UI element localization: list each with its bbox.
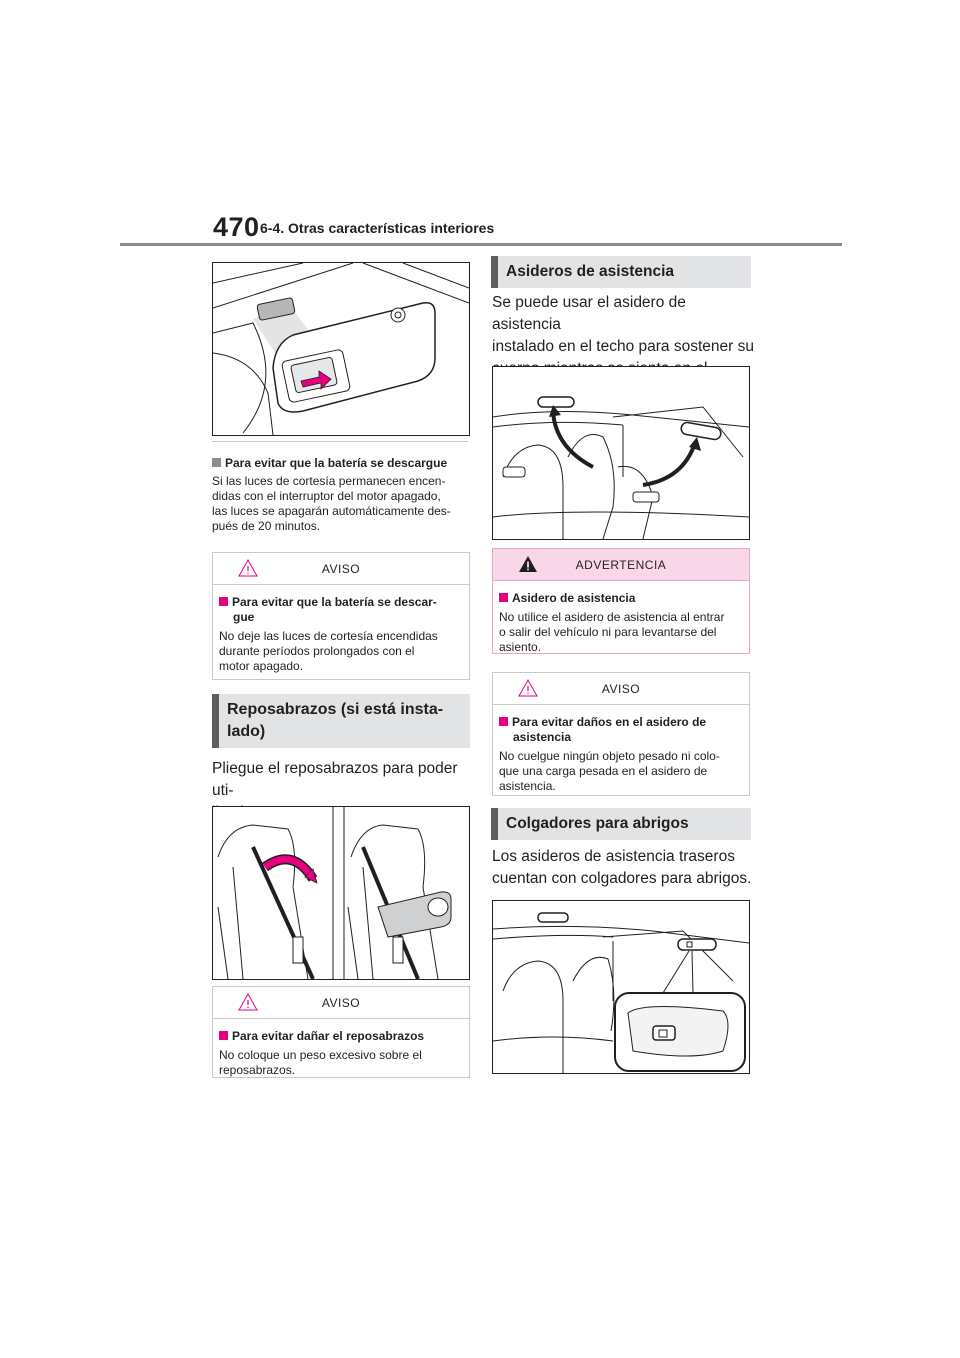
armrest-text: Pliegue el reposabrazos para poder uti- [212, 760, 458, 799]
aviso-header [213, 553, 469, 585]
aviso-label: AVISO [321, 562, 361, 576]
battery-text: Si las luces de cortesía permanecen encen- didas con el interruptor del motor apagado, las luces se apagarán automáticamente des- pués de 20 minutos. [212, 474, 451, 533]
coat-hook-drawing [493, 901, 749, 1073]
page-number: 470 [213, 212, 260, 242]
advertencia-text: No utilice el asidero de asistencia al entrar o salir del vehículo ni para levantarse del asiento. [499, 610, 725, 654]
advertencia-box [492, 548, 750, 654]
aviso-subhead [219, 1029, 463, 1044]
square-bullet-icon [499, 717, 508, 726]
aviso-subhead-text: Para evitar daños en el asidero de asistencia [512, 715, 707, 744]
divider [212, 441, 468, 442]
battery-subhead [212, 456, 470, 471]
aviso-subhead-text: Para evitar dañar el reposabrazos [232, 1029, 425, 1043]
assist-grip-illustration [492, 366, 750, 540]
battery-subhead-text: Para evitar que la batería se descargue [225, 456, 448, 470]
advertencia-subhead-text: Asidero de asistencia [512, 591, 636, 605]
vanity-light-illustration [212, 262, 470, 436]
aviso-text: No coloque un peso excesivo sobre el reposabrazos. [219, 1048, 422, 1077]
aviso-box-grip [492, 672, 750, 796]
square-bullet-icon [219, 1031, 228, 1040]
advertencia-header [493, 549, 749, 581]
coat-hook-illustration [492, 900, 750, 1074]
armrest-illustration [212, 806, 470, 980]
grips-text: Se puede usar el asidero de asistencia instalado en el techo para sostener su [492, 294, 754, 355]
hooks-text: Los asideros de asistencia traseros cuentan con colgadores para abrigos. [492, 848, 752, 887]
advertencia-subhead [499, 591, 743, 606]
square-bullet-icon [219, 597, 228, 606]
hooks-heading: Colgadores para abrigos [491, 808, 751, 840]
advertencia-label: ADVERTENCIA [575, 558, 667, 572]
aviso-subhead-text: Para evitar que la batería se descar- gue [232, 595, 437, 624]
aviso-subhead [499, 715, 743, 745]
grips-heading: Asideros de asistencia [491, 256, 751, 288]
section-title: 6-4. Otras características interiores [260, 220, 495, 236]
header-rule [120, 243, 842, 246]
square-bullet-icon [499, 593, 508, 602]
aviso-header [213, 987, 469, 1019]
assist-grip-drawing [493, 367, 749, 539]
aviso-box-battery [212, 552, 470, 680]
aviso-text: No deje las luces de cortesía encendidas durante períodos prolongados con el motor apagado. [219, 629, 438, 673]
vanity-light-drawing [213, 263, 469, 435]
aviso-box-armrest [212, 986, 470, 1078]
aviso-label: AVISO [321, 996, 361, 1010]
square-bullet-icon [212, 458, 221, 467]
aviso-subhead [219, 595, 463, 625]
aviso-label: AVISO [601, 682, 641, 696]
aviso-text: No cuelgue ningún objeto pesado ni colo- que una carga pesada en el asidero de asistencia. [499, 749, 720, 793]
armrest-drawing [213, 807, 469, 979]
armrest-heading: Reposabrazos (si está insta- lado) [212, 694, 470, 748]
aviso-header [493, 673, 749, 705]
